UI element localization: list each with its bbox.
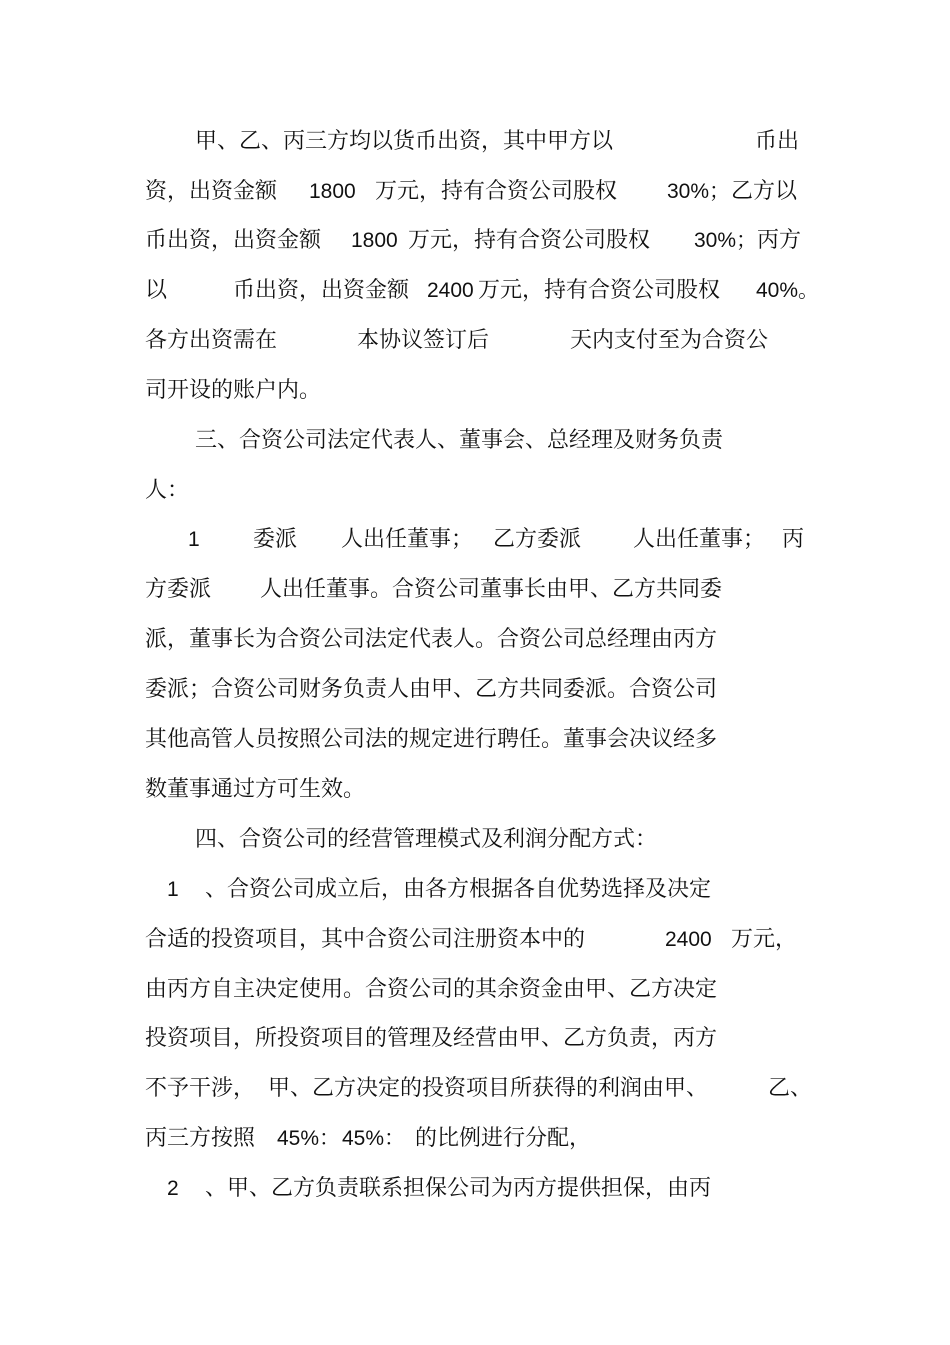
text-segment: 的比例进行分配， — [415, 1126, 592, 1151]
text-segment: 三、合资公司法定代表人、董事会、总经理及财务负责 — [195, 428, 724, 453]
text-line — [0, 872, 950, 908]
text-line — [0, 373, 950, 409]
text-segment: 45%： — [342, 1127, 406, 1150]
text-segment: 丙方 — [757, 228, 802, 253]
text-segment: 派，董事长为合资公司法定代表人。合资公司总经理由丙方 — [145, 627, 718, 652]
text-segment: 委派 — [253, 527, 298, 552]
text-segment: 四、合资公司的经营管理模式及利润分配方式： — [195, 827, 658, 852]
text-segment: 以 — [145, 278, 168, 303]
text-line — [0, 174, 950, 210]
text-segment: 乙方委派 — [493, 527, 582, 552]
text-segment: 45%： — [277, 1127, 341, 1150]
text-segment: 数董事通过方可生效。 — [145, 777, 366, 802]
text-segment: 天内支付至为合资公 — [570, 328, 769, 353]
text-segment: 、合资公司成立后，由各方根据各自优势选择及决定 — [205, 877, 712, 902]
text-line — [0, 972, 950, 1008]
text-segment: 本协议签订后 — [357, 328, 490, 353]
text-segment: 30%； — [667, 180, 731, 203]
text-segment: 币出资，出资金额 — [145, 228, 322, 253]
text-line — [0, 1171, 950, 1207]
text-segment: 2400 — [427, 279, 474, 302]
text-segment: 2 — [167, 1177, 179, 1200]
text-segment: 不予干涉， — [145, 1076, 256, 1101]
text-line — [0, 572, 950, 608]
text-line — [0, 922, 950, 958]
text-segment: 方委派 — [145, 577, 212, 602]
text-line — [0, 323, 950, 359]
text-line — [0, 124, 950, 160]
text-segment: 丙三方按照 — [145, 1126, 256, 1151]
text-line — [0, 1071, 950, 1107]
text-segment: 1 — [167, 878, 179, 901]
text-line — [0, 772, 950, 808]
text-line — [0, 273, 950, 309]
text-segment: 万元，持有合资公司股权 — [408, 228, 651, 253]
text-segment: 2400 — [665, 928, 712, 951]
text-line — [0, 722, 950, 758]
text-segment: 由丙方自主决定使用。合资公司的其余资金由甲、乙方决定 — [145, 977, 718, 1002]
text-segment: 司开设的账户内。 — [145, 378, 322, 403]
text-segment: 万元，持有合资公司股权 — [375, 179, 618, 204]
text-segment: 人： — [145, 478, 190, 503]
text-line — [0, 522, 950, 558]
text-segment: 其他高管人员按照公司法的规定进行聘任。董事会决议经多 — [145, 727, 718, 752]
text-segment: 人出任董事； — [341, 527, 474, 552]
text-segment: 1 — [188, 528, 200, 551]
text-segment: 1800 — [351, 229, 398, 252]
text-segment: 委派；合资公司财务负责人由甲、乙方共同委派。合资公司 — [145, 677, 718, 702]
text-segment: 甲、乙方决定的投资项目所获得的利润由甲、 — [268, 1076, 709, 1101]
text-segment: 1800 — [309, 180, 356, 203]
text-segment: 各方出资需在 — [145, 328, 278, 353]
text-segment: 40%。 — [756, 279, 820, 302]
text-segment: 人出任董事； — [633, 527, 766, 552]
text-segment: 合适的投资项目，其中合资公司注册资本中的 — [145, 927, 586, 952]
text-segment: 、甲、乙方负责联系担保公司为丙方提供担保，由丙 — [205, 1176, 712, 1201]
text-segment: 万元， — [731, 927, 798, 952]
text-segment: 万元，持有合资公司股权 — [478, 278, 721, 303]
text-segment: 人出任董事。合资公司董事长由甲、乙方共同委 — [260, 577, 723, 602]
text-segment: 乙、 — [768, 1076, 813, 1101]
text-segment: 丙 — [782, 527, 805, 552]
text-line — [0, 1021, 950, 1057]
text-segment: 投资项目，所投资项目的管理及经营由甲、乙方负责，丙方 — [145, 1026, 718, 1051]
text-line — [0, 473, 950, 509]
text-line — [0, 622, 950, 658]
text-line — [0, 822, 950, 858]
text-segment: 30%； — [694, 229, 758, 252]
text-line — [0, 1121, 950, 1157]
text-segment: 甲、乙、丙三方均以货币出资，其中甲方以 — [195, 129, 614, 154]
text-line — [0, 223, 950, 259]
text-line — [0, 672, 950, 708]
text-line — [0, 423, 950, 459]
text-segment: 乙方以 — [731, 179, 798, 204]
text-segment: 资，出资金额 — [145, 179, 278, 204]
text-segment: 币出 — [755, 129, 800, 154]
text-segment: 币出资，出资金额 — [233, 278, 410, 303]
